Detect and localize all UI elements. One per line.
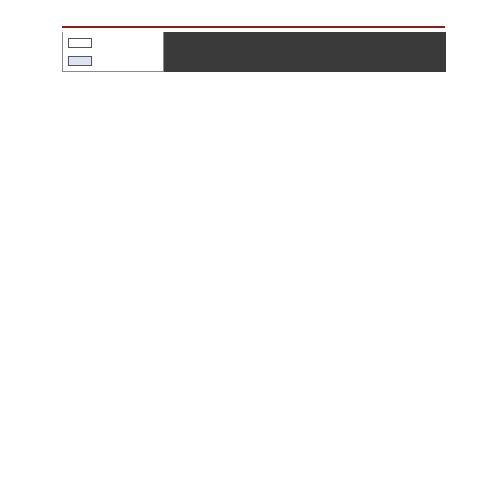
title-underline xyxy=(62,26,445,28)
date-header-row xyxy=(164,52,446,72)
legend-closed-swatch xyxy=(68,56,92,66)
legend-open-swatch xyxy=(68,38,92,48)
store-calendar xyxy=(62,32,446,502)
month-header xyxy=(164,32,446,52)
legend xyxy=(62,32,164,72)
